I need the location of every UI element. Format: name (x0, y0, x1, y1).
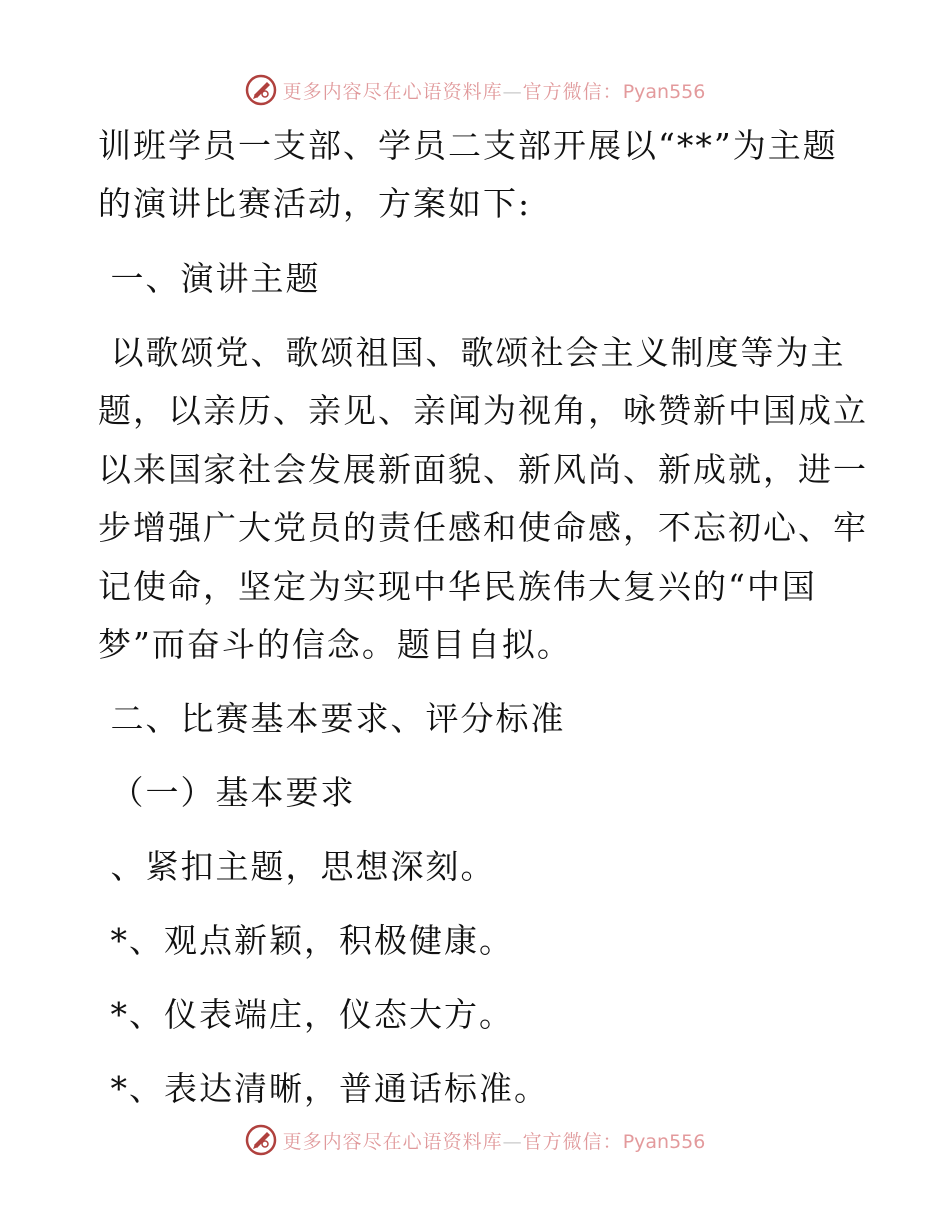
subsection-heading: （一）基本要求 (98, 773, 356, 812)
paragraph-line: 以来国家社会发展新面貌、新风尚、新成就，进一 (98, 450, 868, 489)
watermark-wechat-label: 官方微信： (522, 80, 623, 103)
seal-logo-icon (245, 74, 277, 106)
list-item: *、表达清晰，普通话标准。 (98, 1069, 549, 1108)
watermark-text (283, 77, 706, 104)
paragraph-line: 梦”而奋斗的信念。题目自拟。 (98, 625, 572, 664)
paragraph-line: 记使命，坚定为实现中华民族伟大复兴的“中国 (98, 567, 817, 606)
header-watermark (0, 72, 950, 108)
paragraph-line: 的演讲比赛活动，方案如下: (98, 184, 532, 223)
seal-logo-icon (245, 1124, 277, 1156)
paragraph-line: 训班学员一支部、学员二支部开展以“**”为主题 (98, 126, 838, 165)
watermark-wechat-id: Pyan556 (622, 1130, 706, 1153)
paragraph-line: 题，以亲历、亲见、亲闻为视角，咏赞新中国成立 (98, 391, 868, 430)
watermark-text (283, 1127, 706, 1154)
watermark-wechat-label: 官方微信： (522, 1130, 623, 1153)
watermark-main-text: 更多内容尽在心语资料库 (282, 1130, 503, 1153)
watermark-wechat-id: Pyan556 (622, 80, 706, 103)
paragraph-line: 步增强广大党员的责任感和使命感，不忘初心、牢 (98, 508, 868, 547)
section-heading: 二、比赛基本要求、评分标准 (98, 699, 566, 738)
watermark-separator: — (502, 1130, 523, 1153)
list-item: *、观点新颖，积极健康。 (98, 921, 514, 960)
watermark-separator: — (502, 80, 523, 103)
list-item: *、仪表端庄，仪态大方。 (98, 995, 514, 1034)
watermark-main-text: 更多内容尽在心语资料库 (282, 80, 503, 103)
section-heading: 一、演讲主题 (98, 259, 321, 298)
footer-watermark (0, 1122, 950, 1158)
list-item: 、紧扣主题，思想深刻。 (98, 847, 496, 886)
paragraph-line: 以歌颂党、歌颂祖国、歌颂社会主义制度等为主 (98, 333, 846, 372)
